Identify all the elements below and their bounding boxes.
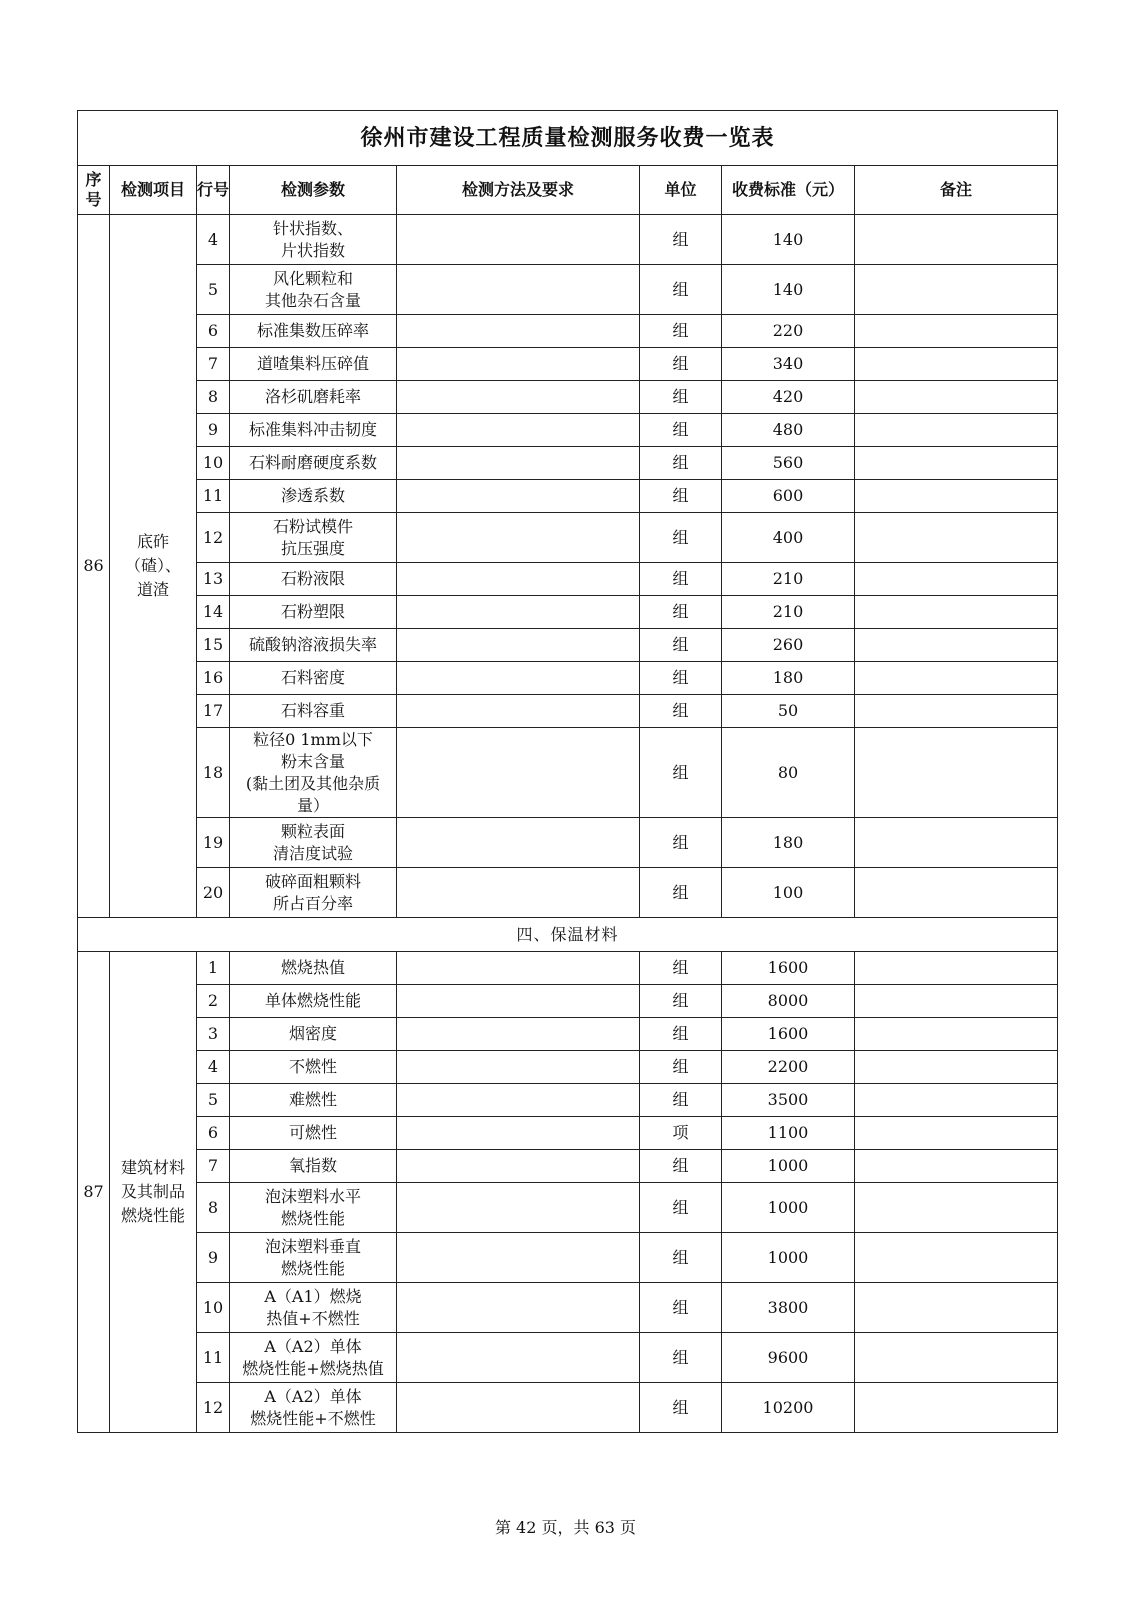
table-title: 徐州市建设工程质量检测服务收费一览表 [78, 111, 1058, 166]
price-cell: 220 [722, 315, 855, 348]
header-param: 检测参数 [230, 166, 397, 215]
row-no: 15 [197, 629, 230, 662]
section-heading: 四、保温材料 [78, 918, 1058, 952]
unit-cell: 组 [640, 1183, 722, 1233]
table-row [78, 1084, 1058, 1117]
table-row [78, 1018, 1058, 1051]
row-no: 8 [197, 1183, 230, 1233]
param-cell: 针状指数、 片状指数 [230, 215, 397, 265]
price-cell: 560 [722, 447, 855, 480]
method-cell [397, 414, 640, 447]
row-no: 2 [197, 985, 230, 1018]
row-no: 16 [197, 662, 230, 695]
method-cell [397, 818, 640, 868]
unit-cell: 组 [640, 728, 722, 818]
price-cell: 50 [722, 695, 855, 728]
price-cell: 210 [722, 563, 855, 596]
param-cell: 烟密度 [230, 1018, 397, 1051]
unit-cell: 组 [640, 596, 722, 629]
row-no: 4 [197, 1051, 230, 1084]
param-cell: 泡沫塑料垂直 燃烧性能 [230, 1233, 397, 1283]
note-cell [855, 215, 1058, 265]
note-cell [855, 1333, 1058, 1383]
table-row [78, 513, 1058, 563]
method-cell [397, 513, 640, 563]
row-no: 17 [197, 695, 230, 728]
param-cell: 渗透系数 [230, 480, 397, 513]
param-cell: 硫酸钠溶液损失率 [230, 629, 397, 662]
param-cell: 不燃性 [230, 1051, 397, 1084]
param-cell: 标准集料冲击韧度 [230, 414, 397, 447]
unit-cell: 组 [640, 513, 722, 563]
method-cell [397, 1117, 640, 1150]
method-cell [397, 1283, 640, 1333]
param-cell: 燃烧热值 [230, 952, 397, 985]
row-no: 5 [197, 1084, 230, 1117]
unit-cell: 组 [640, 1233, 722, 1283]
note-cell [855, 348, 1058, 381]
table-row [78, 381, 1058, 414]
unit-cell: 组 [640, 695, 722, 728]
unit-cell: 组 [640, 1383, 722, 1433]
price-cell: 1600 [722, 952, 855, 985]
note-cell [855, 513, 1058, 563]
method-cell [397, 1084, 640, 1117]
row-no: 10 [197, 1283, 230, 1333]
table-row [78, 1183, 1058, 1233]
row-no: 11 [197, 1333, 230, 1383]
param-cell: A（A2）单体 燃烧性能+燃烧热值 [230, 1333, 397, 1383]
table-row [78, 563, 1058, 596]
note-cell [855, 695, 1058, 728]
row-no: 19 [197, 818, 230, 868]
unit-cell: 项 [640, 1117, 722, 1150]
row-no: 9 [197, 1233, 230, 1283]
method-cell [397, 1051, 640, 1084]
method-cell [397, 563, 640, 596]
note-cell [855, 563, 1058, 596]
table-row [78, 348, 1058, 381]
param-cell: 石粉试模件 抗压强度 [230, 513, 397, 563]
param-cell: 粒径0 1mm以下 粉末含量 (黏土团及其他杂质 量） [230, 728, 397, 818]
table-row [78, 1283, 1058, 1333]
table-row [78, 480, 1058, 513]
price-cell: 9600 [722, 1333, 855, 1383]
price-cell: 180 [722, 662, 855, 695]
fee-table-sheet [77, 110, 1057, 1433]
price-cell: 1100 [722, 1117, 855, 1150]
price-cell: 180 [722, 818, 855, 868]
param-cell: 风化颗粒和 其他杂石含量 [230, 265, 397, 315]
param-cell: 石粉塑限 [230, 596, 397, 629]
note-cell [855, 1018, 1058, 1051]
note-cell [855, 952, 1058, 985]
unit-cell: 组 [640, 447, 722, 480]
method-cell [397, 447, 640, 480]
table-row [78, 1233, 1058, 1283]
table-row [78, 1333, 1058, 1383]
table-row [78, 662, 1058, 695]
param-cell: 洛杉矶磨耗率 [230, 381, 397, 414]
row-no: 6 [197, 1117, 230, 1150]
unit-cell: 组 [640, 1084, 722, 1117]
row-no: 12 [197, 513, 230, 563]
method-cell [397, 695, 640, 728]
unit-cell: 组 [640, 381, 722, 414]
row-no: 8 [197, 381, 230, 414]
method-cell [397, 629, 640, 662]
note-cell [855, 728, 1058, 818]
price-cell: 8000 [722, 985, 855, 1018]
row-no: 7 [197, 1150, 230, 1183]
method-cell [397, 1018, 640, 1051]
table-row [78, 315, 1058, 348]
note-cell [855, 480, 1058, 513]
note-cell [855, 315, 1058, 348]
note-cell [855, 447, 1058, 480]
table-row [78, 265, 1058, 315]
header-row [78, 166, 1058, 215]
unit-cell: 组 [640, 1333, 722, 1383]
price-cell: 1600 [722, 1018, 855, 1051]
method-cell [397, 1183, 640, 1233]
unit-cell: 组 [640, 629, 722, 662]
note-cell [855, 1383, 1058, 1433]
unit-cell: 组 [640, 414, 722, 447]
group-seq: 86 [78, 215, 110, 918]
note-cell [855, 596, 1058, 629]
row-no: 7 [197, 348, 230, 381]
unit-cell: 组 [640, 1150, 722, 1183]
note-cell [855, 1117, 1058, 1150]
unit-cell: 组 [640, 1051, 722, 1084]
price-cell: 260 [722, 629, 855, 662]
header-method: 检测方法及要求 [397, 166, 640, 215]
fee-table [77, 110, 1058, 1433]
note-cell [855, 629, 1058, 662]
method-cell [397, 348, 640, 381]
method-cell [397, 985, 640, 1018]
table-row [78, 952, 1058, 985]
param-cell: 石料密度 [230, 662, 397, 695]
table-row [78, 414, 1058, 447]
table-row [78, 1150, 1058, 1183]
param-cell: 道喳集料压碎值 [230, 348, 397, 381]
header-row-no: 行号 [197, 166, 230, 215]
note-cell [855, 1084, 1058, 1117]
table-row [78, 985, 1058, 1018]
unit-cell: 组 [640, 480, 722, 513]
method-cell [397, 662, 640, 695]
method-cell [397, 1383, 640, 1433]
note-cell [855, 1283, 1058, 1333]
method-cell [397, 480, 640, 513]
table-row [78, 596, 1058, 629]
group-seq: 87 [78, 952, 110, 1433]
row-no: 11 [197, 480, 230, 513]
unit-cell: 组 [640, 563, 722, 596]
row-no: 18 [197, 728, 230, 818]
unit-cell: 组 [640, 1018, 722, 1051]
note-cell [855, 1183, 1058, 1233]
price-cell: 1000 [722, 1183, 855, 1233]
price-cell: 2200 [722, 1051, 855, 1084]
method-cell [397, 215, 640, 265]
row-no: 20 [197, 868, 230, 918]
row-no: 12 [197, 1383, 230, 1433]
row-no: 4 [197, 215, 230, 265]
param-cell: 难燃性 [230, 1084, 397, 1117]
note-cell [855, 381, 1058, 414]
price-cell: 140 [722, 265, 855, 315]
method-cell [397, 868, 640, 918]
param-cell: 可燃性 [230, 1117, 397, 1150]
method-cell [397, 952, 640, 985]
note-cell [855, 1150, 1058, 1183]
row-no: 5 [197, 265, 230, 315]
price-cell: 1000 [722, 1233, 855, 1283]
table-row [78, 629, 1058, 662]
header-note: 备注 [855, 166, 1058, 215]
row-no: 13 [197, 563, 230, 596]
price-cell: 480 [722, 414, 855, 447]
header-seq: 序号 [78, 166, 110, 215]
price-cell: 420 [722, 381, 855, 414]
row-no: 9 [197, 414, 230, 447]
param-cell: 标准集数压碎率 [230, 315, 397, 348]
row-no: 14 [197, 596, 230, 629]
group-item: 建筑材料 及其制品 燃烧性能 [110, 952, 197, 1433]
price-cell: 400 [722, 513, 855, 563]
table-row [78, 215, 1058, 265]
unit-cell: 组 [640, 265, 722, 315]
header-item: 检测项目 [110, 166, 197, 215]
param-cell: 石料耐磨硬度系数 [230, 447, 397, 480]
method-cell [397, 1233, 640, 1283]
method-cell [397, 1150, 640, 1183]
note-cell [855, 985, 1058, 1018]
row-no: 6 [197, 315, 230, 348]
unit-cell: 组 [640, 315, 722, 348]
note-cell [855, 265, 1058, 315]
group-item: 底砟 （碴）、 道渣 [110, 215, 197, 918]
param-cell: 氧指数 [230, 1150, 397, 1183]
table-row [78, 1051, 1058, 1084]
param-cell: 石粉液限 [230, 563, 397, 596]
table-row [78, 695, 1058, 728]
price-cell: 210 [722, 596, 855, 629]
price-cell: 100 [722, 868, 855, 918]
price-cell: 340 [722, 348, 855, 381]
price-cell: 10200 [722, 1383, 855, 1433]
price-cell: 3800 [722, 1283, 855, 1333]
note-cell [855, 662, 1058, 695]
table-body-group-86 [78, 215, 1058, 918]
price-cell: 3500 [722, 1084, 855, 1117]
param-cell: 泡沫塑料水平 燃烧性能 [230, 1183, 397, 1233]
param-cell: 单体燃烧性能 [230, 985, 397, 1018]
note-cell [855, 1051, 1058, 1084]
method-cell [397, 381, 640, 414]
unit-cell: 组 [640, 662, 722, 695]
method-cell [397, 596, 640, 629]
table-row [78, 818, 1058, 868]
method-cell [397, 265, 640, 315]
param-cell: A（A1）燃烧 热值+不燃性 [230, 1283, 397, 1333]
unit-cell: 组 [640, 348, 722, 381]
table-row [78, 1117, 1058, 1150]
row-no: 10 [197, 447, 230, 480]
price-cell: 140 [722, 215, 855, 265]
param-cell: 颗粒表面 清洁度试验 [230, 818, 397, 868]
unit-cell: 组 [640, 868, 722, 918]
table-body-group-87 [78, 952, 1058, 1433]
param-cell: A（A2）单体 燃烧性能+不燃性 [230, 1383, 397, 1433]
note-cell [855, 818, 1058, 868]
header-unit: 单位 [640, 166, 722, 215]
unit-cell: 组 [640, 952, 722, 985]
table-row [78, 1383, 1058, 1433]
table-row [78, 728, 1058, 818]
header-price: 收费标准（元） [722, 166, 855, 215]
page-footer: 第 42 页，共 63 页 [494, 1518, 637, 1537]
method-cell [397, 315, 640, 348]
param-cell: 破碎面粗颗料 所占百分率 [230, 868, 397, 918]
param-cell: 石料容重 [230, 695, 397, 728]
price-cell: 600 [722, 480, 855, 513]
note-cell [855, 1233, 1058, 1283]
method-cell [397, 1333, 640, 1383]
note-cell [855, 414, 1058, 447]
row-no: 1 [197, 952, 230, 985]
unit-cell: 组 [640, 1283, 722, 1333]
price-cell: 80 [722, 728, 855, 818]
unit-cell: 组 [640, 818, 722, 868]
price-cell: 1000 [722, 1150, 855, 1183]
unit-cell: 组 [640, 985, 722, 1018]
method-cell [397, 728, 640, 818]
note-cell [855, 868, 1058, 918]
table-row [78, 447, 1058, 480]
row-no: 3 [197, 1018, 230, 1051]
table-row [78, 868, 1058, 918]
unit-cell: 组 [640, 215, 722, 265]
